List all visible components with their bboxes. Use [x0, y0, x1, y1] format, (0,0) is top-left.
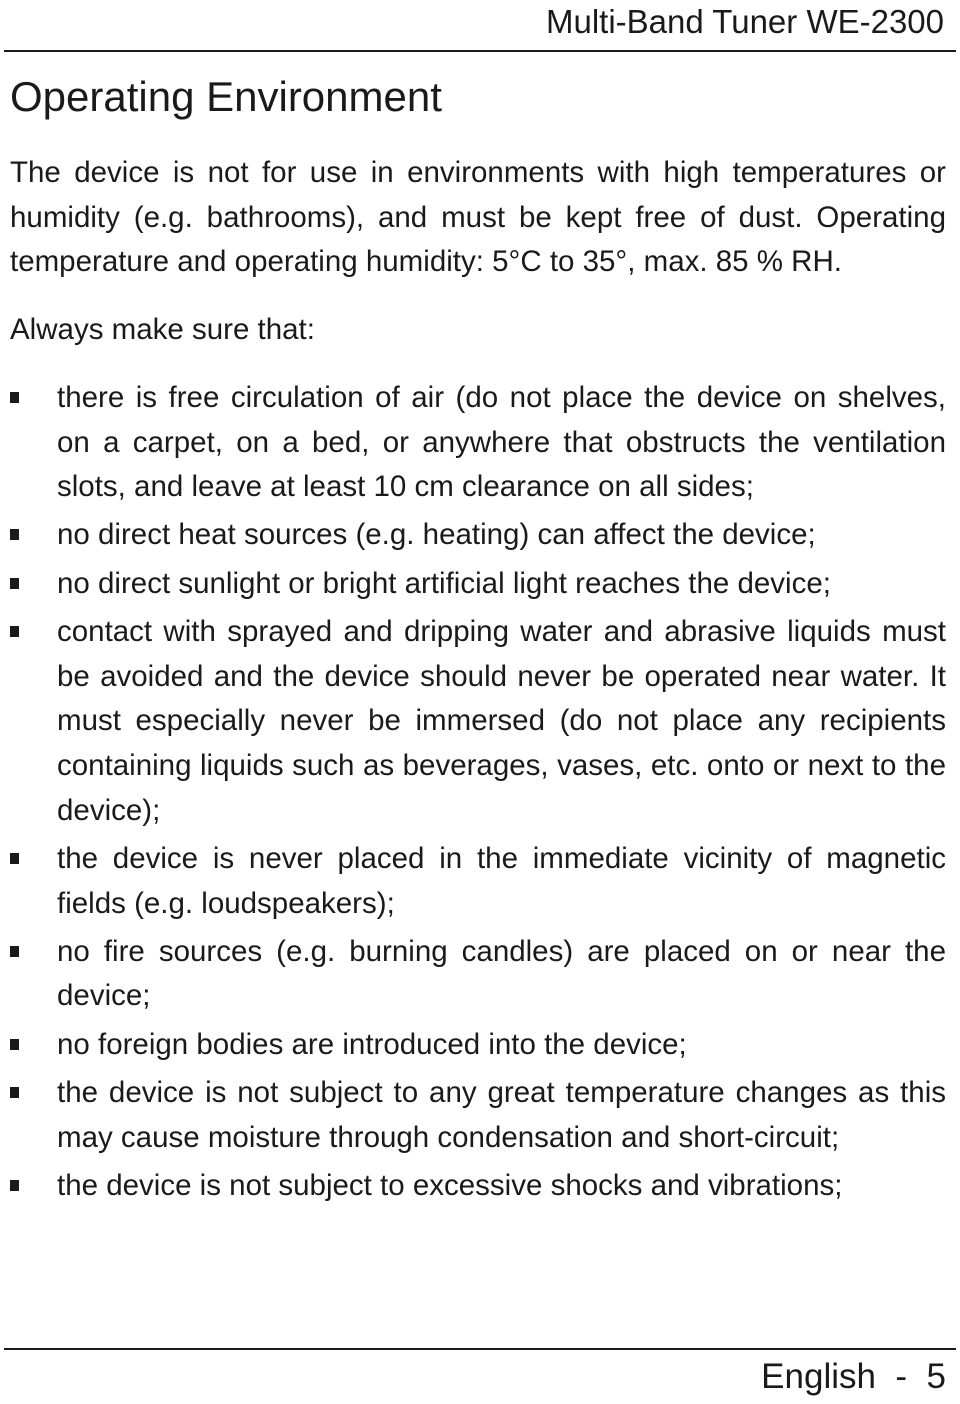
list-item	[10, 1071, 946, 1160]
square-bullet-icon	[10, 392, 19, 403]
section-body	[10, 151, 946, 1212]
square-bullet-icon	[10, 626, 19, 637]
page-footer	[761, 1356, 946, 1398]
list-item	[10, 1023, 946, 1068]
square-bullet-icon	[10, 1180, 19, 1191]
list-item-text: no foreign bodies are introduced into the device;	[57, 1027, 687, 1061]
list-item-text: no fire sources (e.g. burning candles) are placed on or near the device;	[57, 934, 946, 1013]
page-number: 5	[926, 1357, 946, 1396]
list-item	[10, 610, 946, 834]
section-heading: Operating Environment	[10, 73, 442, 120]
list-item	[10, 513, 946, 558]
list-item-text: the device is not subject to any great temperature changes as this may cause moisture through condensation and short-circuit;	[57, 1075, 946, 1154]
square-bullet-icon	[10, 853, 19, 864]
list-item-text: no direct heat sources (e.g. heating) can affect the device;	[57, 518, 816, 552]
square-bullet-icon	[10, 946, 19, 957]
list-item-text: no direct sunlight or bright artificial light reaches the device;	[57, 566, 831, 600]
list-item	[10, 1164, 946, 1209]
list-item	[10, 837, 946, 926]
precaution-list	[10, 376, 946, 1209]
footer-separator: -	[895, 1357, 908, 1396]
list-item-text: there is free circulation of air (do not place the device on shelves, on a carpet, on a bed, or anywhere that obstructs the ventilation slots, and leave at least 10 cm clearance on all sides;	[57, 380, 946, 504]
list-item	[10, 562, 946, 607]
lead-paragraph: Always make sure that:	[10, 313, 315, 347]
list-item	[10, 930, 946, 1019]
footer-divider	[4, 1348, 956, 1350]
square-bullet-icon	[10, 529, 19, 540]
intro-paragraph: The device is not for use in environments with high temperatures or humidity (e.g. bathrooms), and must be kept free of dust. Operating temperature and operating humidity: 5°C to 35°, max. 85 % RH.	[10, 156, 946, 279]
footer-language: English	[761, 1357, 876, 1396]
list-item-text: contact with sprayed and dripping water and abrasive liquids must be avoided and the device should never be operated near water. It must especially never be immersed (do not place any recipients containing liquids such as beverages, vases, etc. onto or next to the device);	[57, 614, 946, 827]
running-header: Multi-Band Tuner WE-2300	[545, 3, 944, 40]
list-item-text: the device is never placed in the immediate vicinity of magnetic fields (e.g. loudspeakers);	[57, 841, 946, 920]
list-item-text: the device is not subject to excessive shocks and vibrations;	[57, 1168, 843, 1202]
list-item	[10, 376, 946, 510]
square-bullet-icon	[10, 578, 19, 589]
square-bullet-icon	[10, 1087, 19, 1098]
header-divider	[4, 50, 956, 52]
square-bullet-icon	[10, 1039, 19, 1050]
